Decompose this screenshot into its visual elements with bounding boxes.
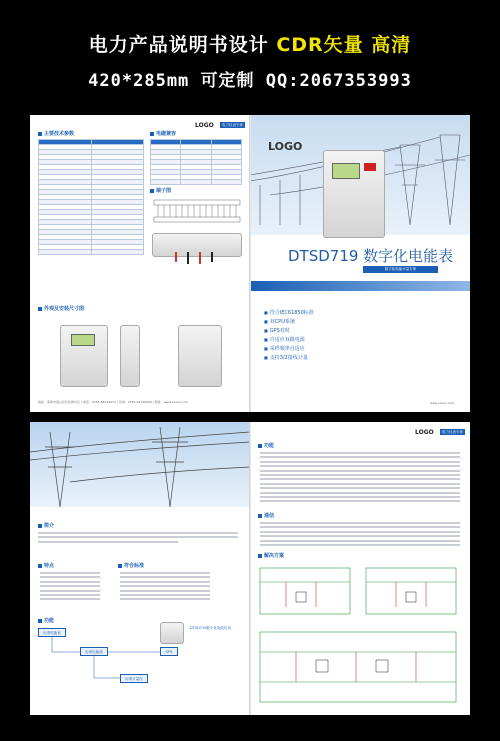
spread1-fold (249, 115, 251, 412)
terminal-block-photo (152, 233, 242, 257)
product-title: DTSD719 数字化电能表 (288, 247, 454, 265)
transmission-tower-photo (30, 422, 250, 507)
flow-box-standard-meter: 标准电能表 (38, 628, 66, 637)
flow-box-gps: GPS (160, 647, 178, 656)
logo: LOGO (195, 122, 214, 129)
section-features-title: 特点 (38, 562, 54, 569)
terminal-diagram (152, 197, 242, 231)
specs-table (38, 139, 144, 255)
header-line-1-yellow: CDR矢量 高清 (276, 34, 412, 56)
section-dimensions-title: 外观及安装尺寸图 (38, 305, 84, 312)
header-line-2: 420*285mm 可定制 QQ:2067353993 (88, 71, 412, 91)
standards-table (150, 139, 242, 185)
blue-band (250, 281, 470, 291)
feature-item: ■ GPS对时 (264, 326, 314, 335)
overview-text (260, 452, 460, 505)
meter-front-view (60, 325, 108, 387)
section-compliance-title: 符合标准 (118, 562, 144, 569)
feature-item: ■ 支持3/2接线计量 (264, 353, 314, 362)
section-overview-title: 功能 (258, 442, 274, 449)
solution-diagram (256, 562, 464, 712)
spread2-fold (249, 422, 251, 715)
section-specs-title: 主要技术参数 (38, 130, 74, 137)
product-meter-lcd (332, 163, 360, 179)
features-text (40, 572, 100, 603)
section-comm-title: 通信 (258, 512, 274, 519)
footer-contact: 地址：深圳市南山区科技园中区 | 电话：0755-86018472 | 传真：0755-26749906 | 网址：www.xxxxx.com (38, 400, 189, 404)
feature-item: ■ 符合IEC61850标准 (264, 308, 314, 317)
spread1-left-page (30, 115, 250, 412)
meter-lcd (71, 334, 95, 346)
meter-side-view (120, 325, 140, 387)
flow-arrows (30, 622, 250, 702)
cover-website: www.xxxxx.com (430, 401, 455, 405)
comm-text (260, 522, 460, 548)
product-meter-led (364, 163, 376, 171)
promo-header (0, 0, 500, 105)
tag: 电力仪表专家 (222, 123, 243, 127)
meter-back-view (178, 325, 222, 387)
spread2-left-page (30, 422, 250, 715)
cover-logo: LOGO (268, 140, 303, 153)
application-meter-image (160, 622, 184, 644)
flow-box-calibrator: 标准计量仪 (120, 674, 148, 683)
section-terminals-title: 端子图 (150, 187, 171, 194)
header-line-1 (0, 30, 500, 57)
header-line-1-white: 电力产品说明书设计 (88, 34, 269, 56)
spread1-right-page (250, 115, 470, 412)
product-meter-image (323, 150, 385, 238)
product-subtitle: 数字化电能计量专家 (363, 266, 438, 273)
feature-list (264, 308, 314, 362)
feature-item: ■ 双CPU系统 (264, 317, 314, 326)
brochure-spread-outer (30, 115, 470, 412)
compliance-text (120, 572, 210, 603)
brochure-spread-inner (30, 422, 470, 715)
product-caption: DTSD719数字化电能仪表 (190, 626, 231, 630)
feature-item: ■ 自适应双路电源 (264, 335, 314, 344)
flow-box-energy-source: 标准电能源 (80, 647, 108, 656)
section-solution-title: 解决方案 (258, 552, 284, 559)
section-standards-title: 电磁兼容 (150, 130, 176, 137)
intro-text (38, 532, 238, 545)
logo: LOGO (415, 429, 434, 436)
tag: 电力仪表专家 (442, 430, 463, 434)
feature-item: ■ 采样频率自适应 (264, 344, 314, 353)
section-intro-title: 简介 (38, 522, 54, 529)
section-application-title: 功能 (38, 617, 54, 624)
spread2-right-page (250, 422, 470, 715)
